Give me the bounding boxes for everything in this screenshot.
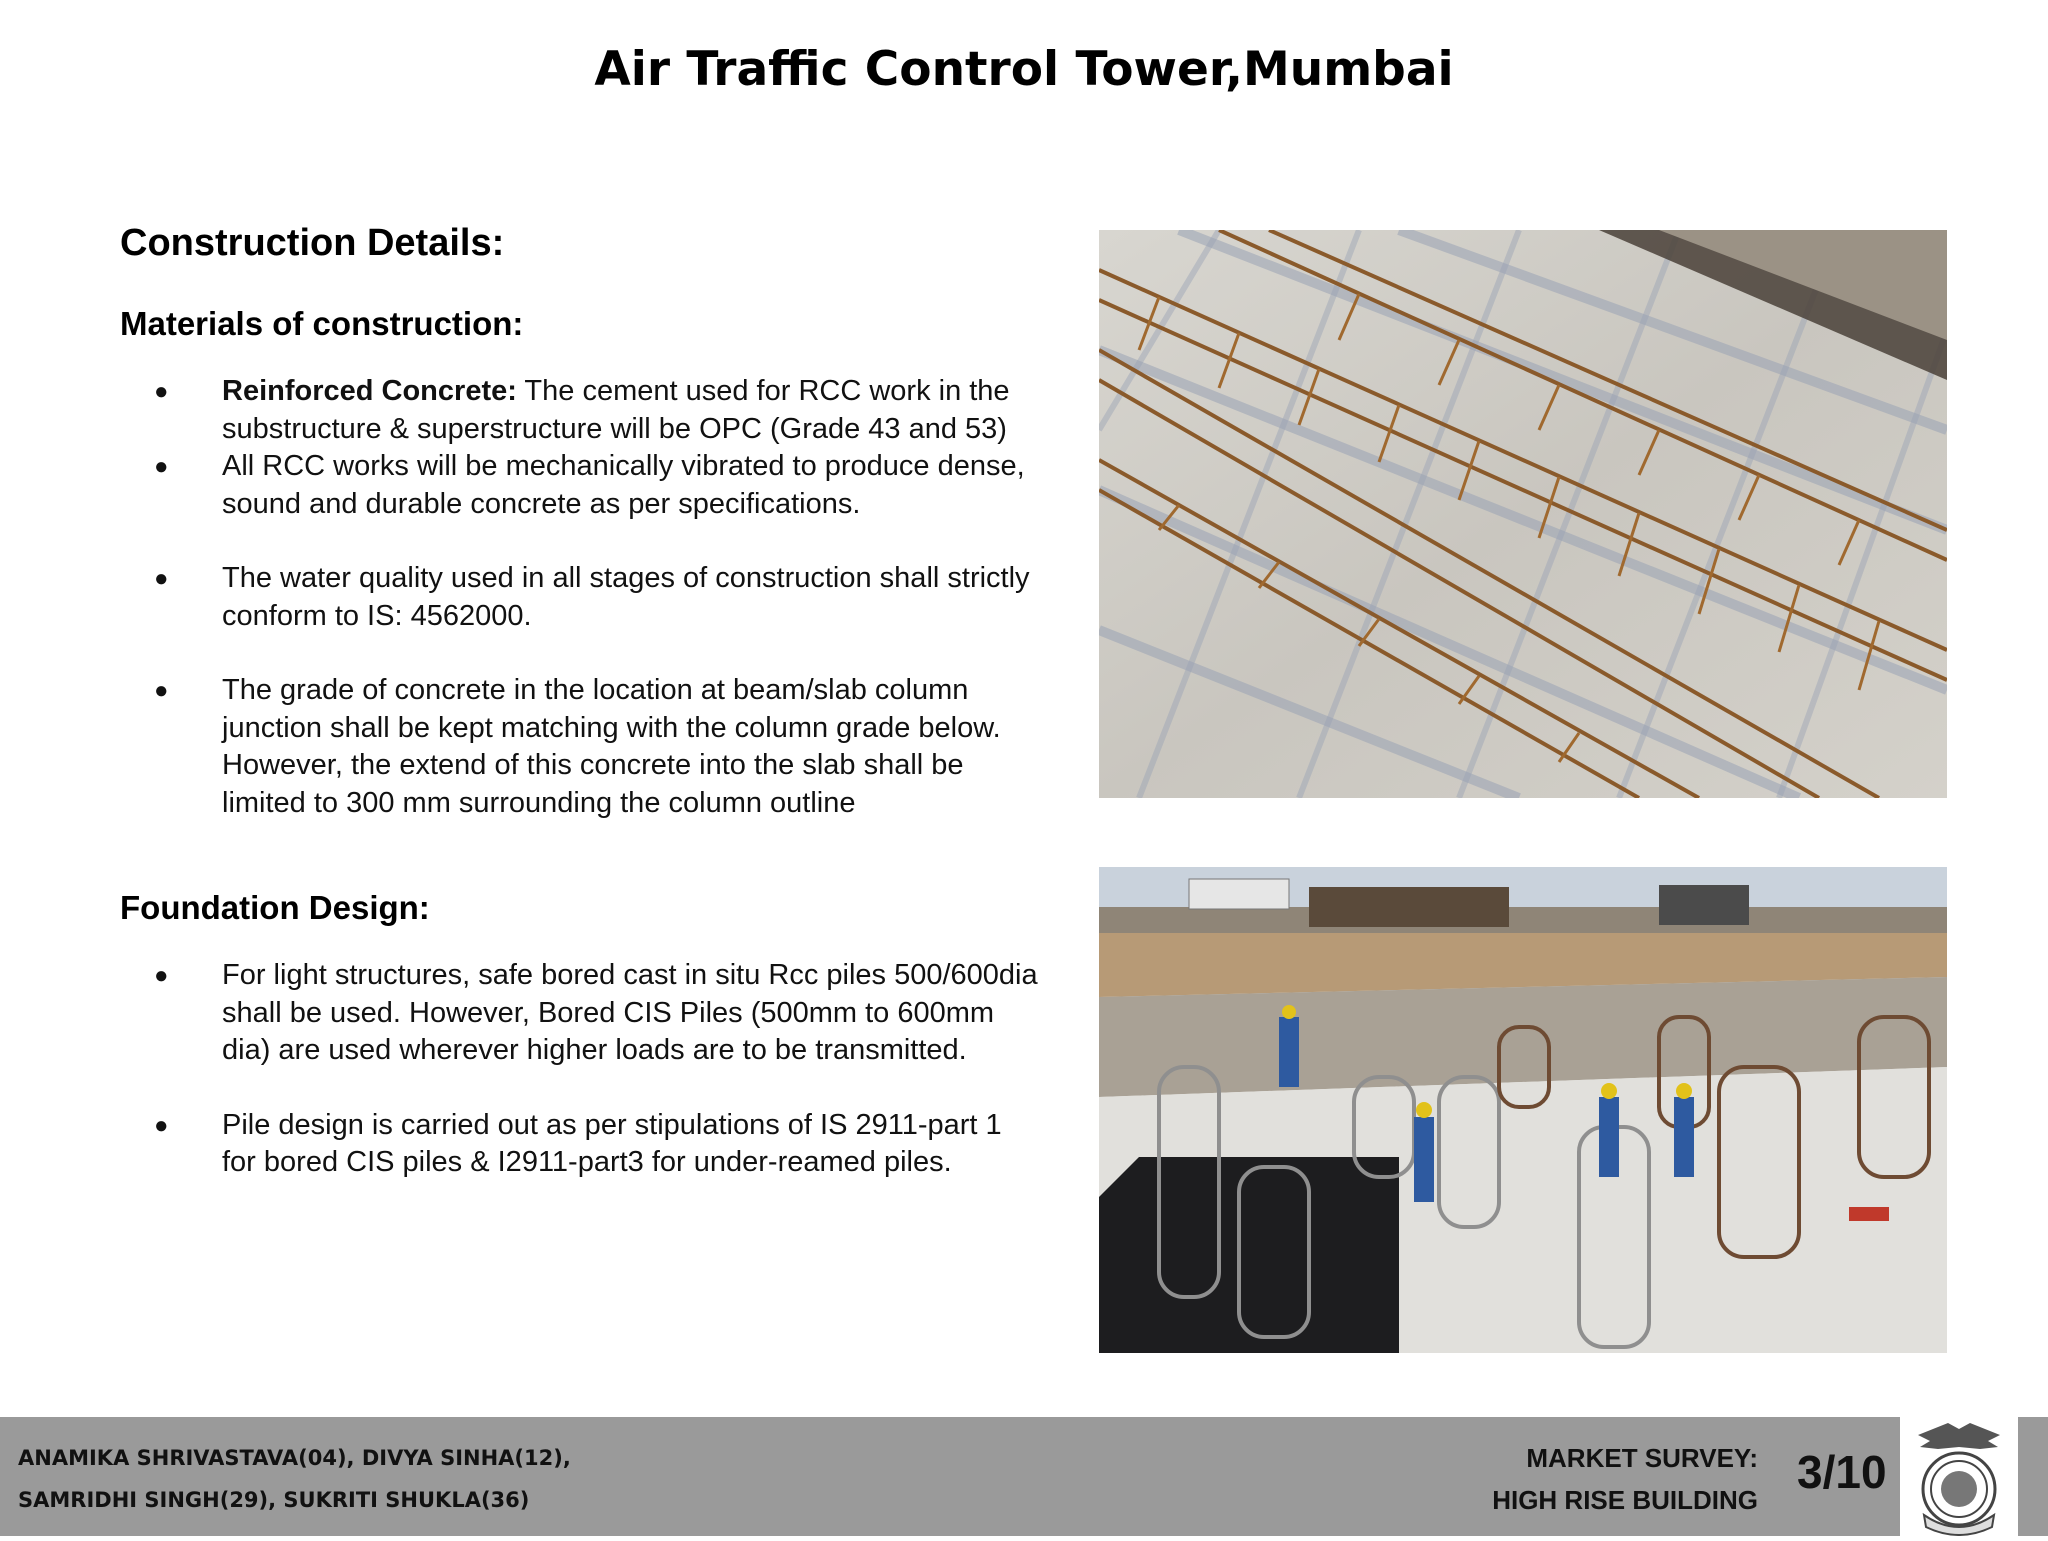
authors-block [18,1437,571,1521]
survey-label [1492,1437,1758,1521]
list-item [120,1107,1040,1182]
section-heading: Construction Details: [120,222,505,264]
item-text: The water quality used in all stages of construction shall strictly conform to IS: 4562000. [222,562,1030,632]
bullet-icon: ● [154,453,169,480]
bullet-icon: ● [154,677,169,704]
university-seal-icon [1900,1417,2018,1536]
item-text: All RCC works will be mechanically vibrated to produce dense, sound and durable concrete as per specifications. [222,450,1025,520]
footer-right-strip [2018,1417,2048,1536]
page-number: 3/10 [1797,1446,1887,1498]
list-item [120,373,1040,448]
list-item [120,448,1040,523]
bullet-icon: ● [154,378,169,405]
rebar-slab-photo [1099,230,1947,798]
survey-line: MARKET SURVEY: [1526,1443,1758,1473]
survey-line: HIGH RISE BUILDING [1492,1485,1758,1515]
item-text: For light structures, safe bored cast in situ Rcc piles 500/600dia shall be used. However, Bored CIS Piles (500mm to 600mm dia) are used wherever higher loads are to be transmitted. [222,959,1038,1066]
bullet-icon: ● [154,962,169,989]
list-item [120,672,1040,822]
bullet-icon: ● [154,1111,169,1139]
subsection-heading: Materials of construction: [120,305,524,342]
list-item [120,560,1040,635]
authors-line: ANAMIKA SHRIVASTAVA(04), DIVYA SINHA(12), [18,1446,571,1470]
text-content [120,222,1040,1219]
item-text: The grade of concrete in the location at beam/slab column junction shall be kept matching with the column grade below. However, the extend of this concrete into the slab shall be limited to 300 mm surrounding the column outline [222,674,1001,819]
item-text: The cement used for RCC work in the substructure & superstructure will be OPC (Grade 43 and 53) [222,375,1010,445]
pile-cages-photo [1099,867,1947,1353]
authors-line: SAMRIDHI SINGH(29), SUKRITI SHUKLA(36) [18,1488,530,1512]
bullet-icon: ● [154,565,169,592]
item-bold-label: Reinforced Concrete: [222,375,517,407]
page-title: Air Traffic Control Tower,Mumbai [594,42,1454,97]
item-text: Pile design is carried out as per stipulations of IS 2911-part 1 for bored CIS piles & I2911-part3 for under-reamed piles. [222,1108,1002,1178]
materials-list [120,373,1040,822]
footer-bar [0,1417,2048,1536]
list-item [120,957,1040,1070]
foundation-list [120,957,1040,1182]
subsection-heading: Foundation Design: [120,889,430,926]
